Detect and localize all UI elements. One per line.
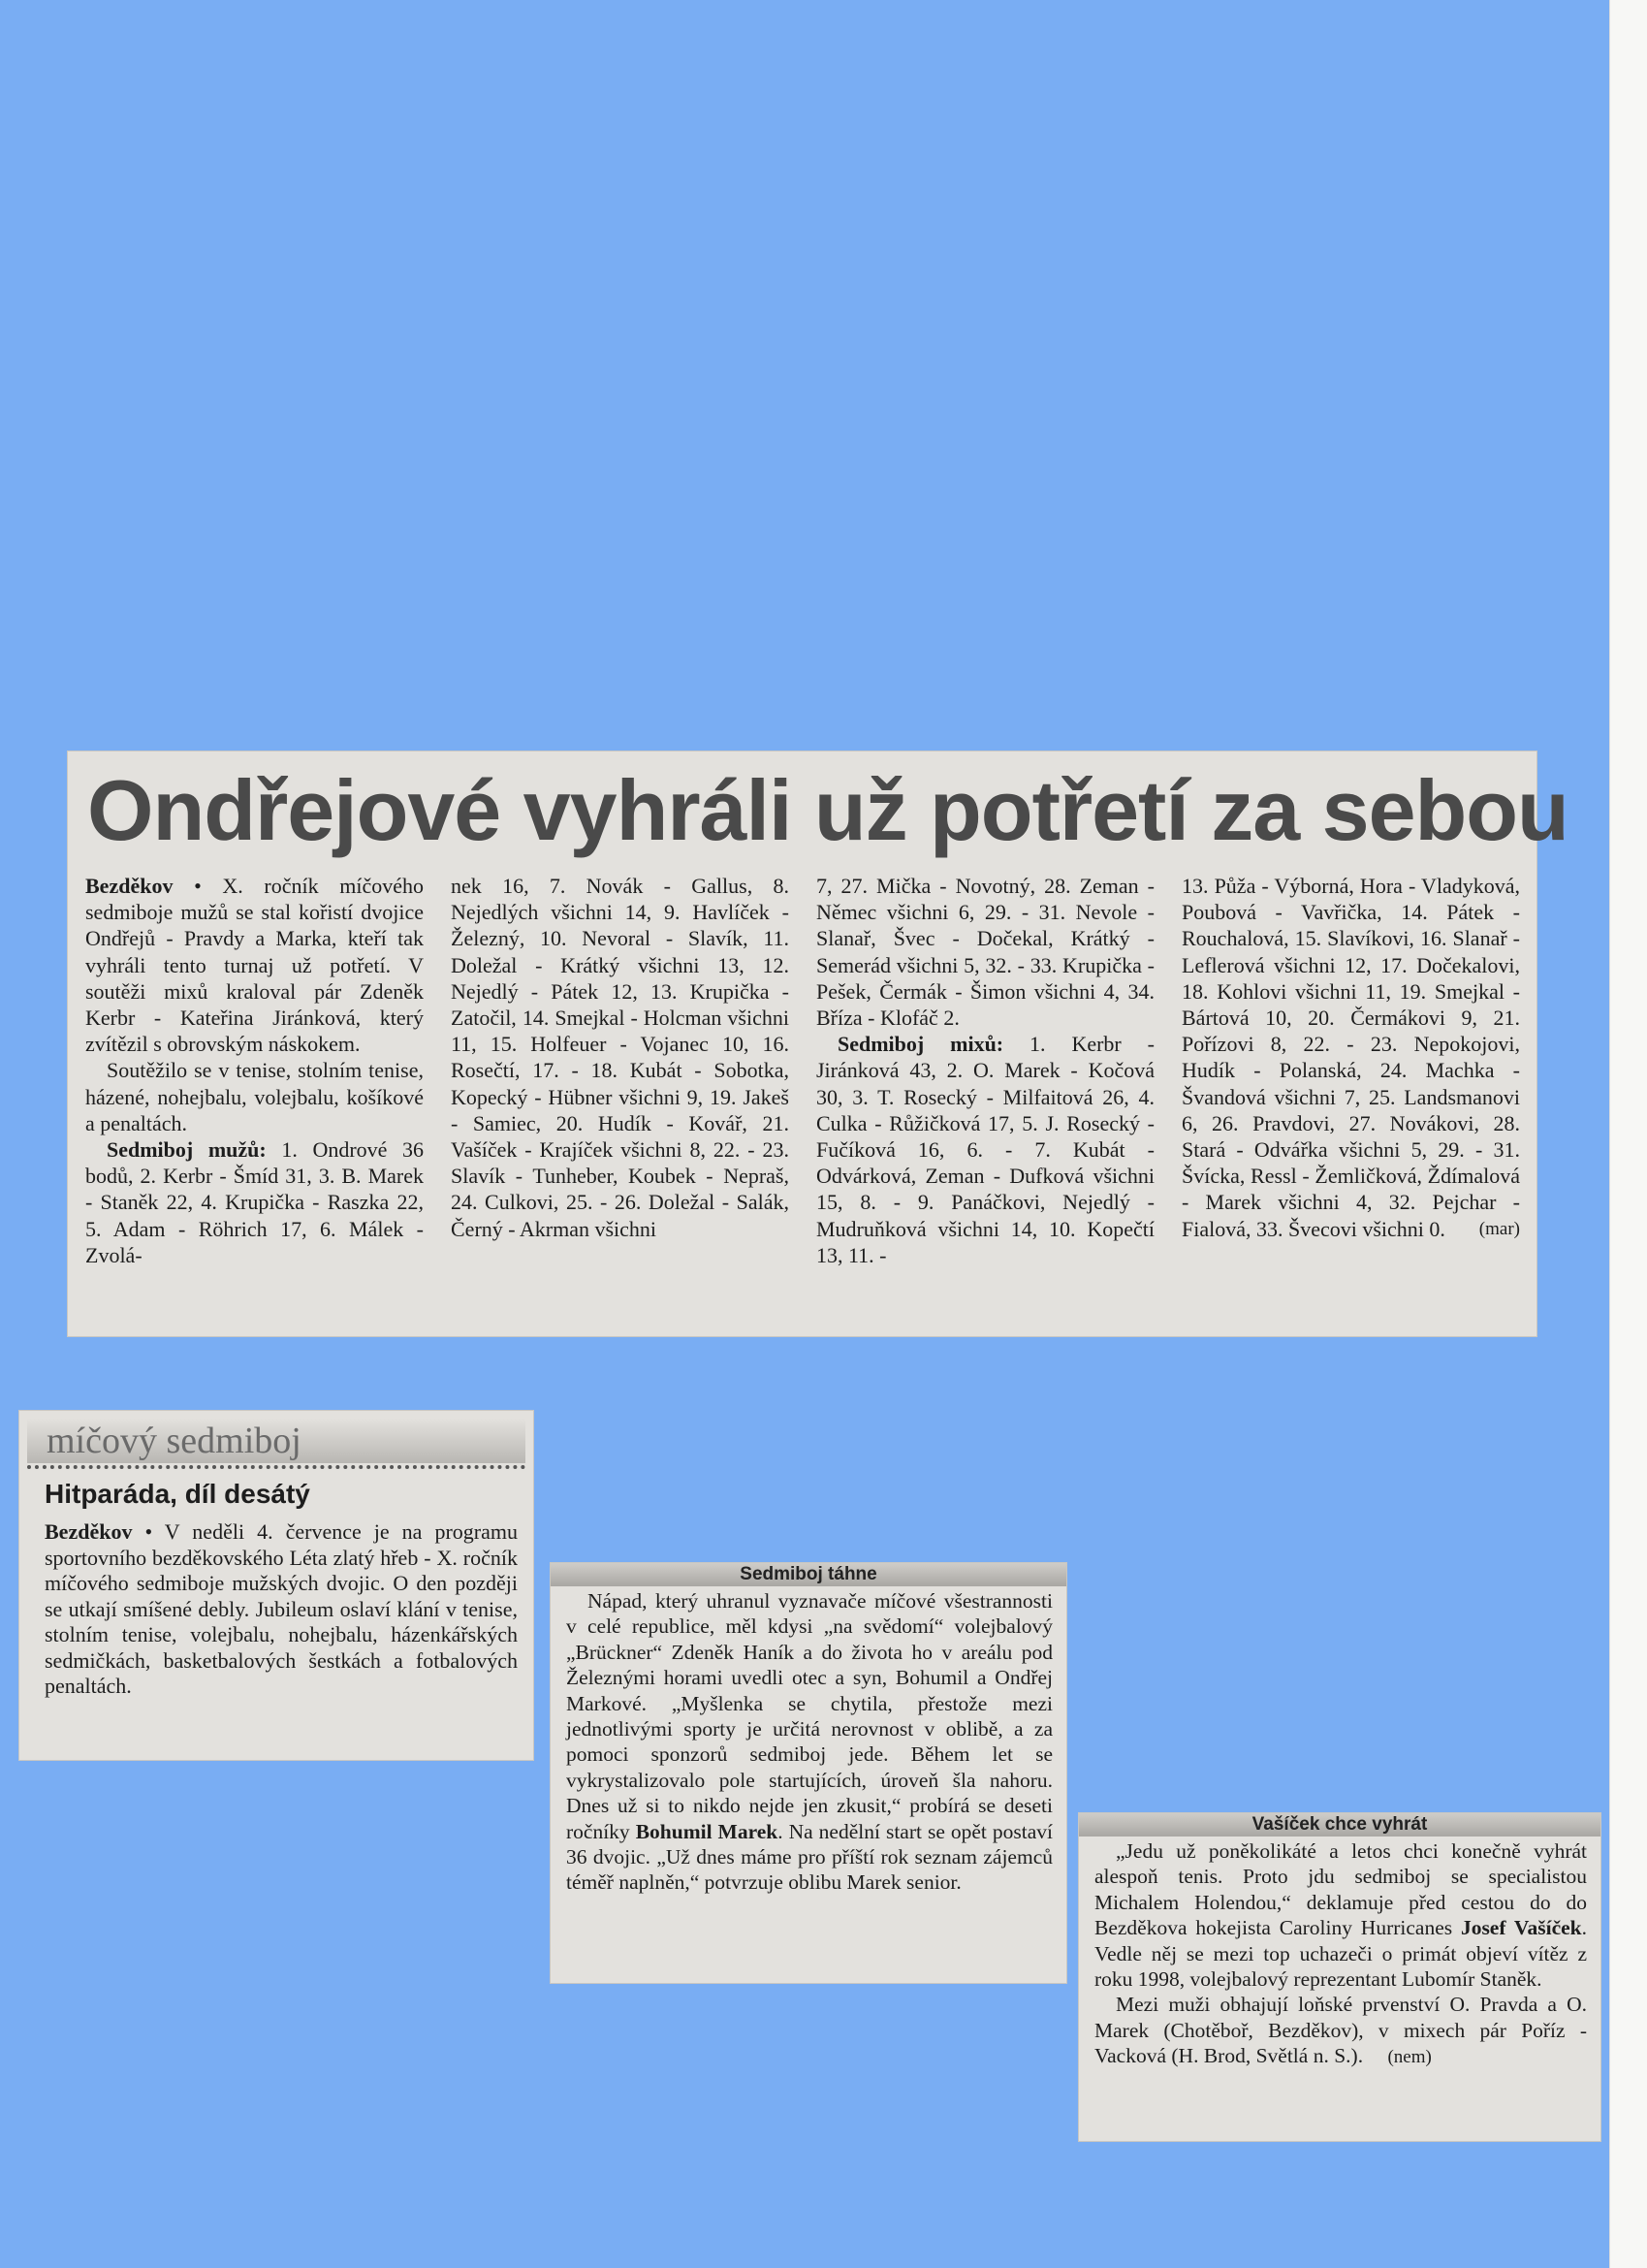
box-title: Vašíček chce vyhrát (1079, 1813, 1600, 1837)
disciplines-paragraph: Soutěžilo se v tenise, stolním tenise, házené, nohejbalu, volejbalu, košíkové a penaltách. (85, 1058, 424, 1135)
section-kicker: míčový sedmiboj (27, 1419, 525, 1463)
box-paragraph-2 (1094, 1992, 1587, 2070)
main-article-clipping (68, 751, 1568, 1336)
mix-results-label: Sedmiboj mixů: (838, 1032, 1004, 1057)
men-results-paragraph (85, 1136, 424, 1268)
men-results-label: Sedmiboj mužů: (107, 1137, 267, 1163)
bold-name: Josef Vašíček (1460, 1916, 1582, 1940)
men-results-end: 7, 27. Mička - Novotný, 28. Zeman - Němec všichni 6, 29. - 31. Nevole - Slanař, Švec - Dočekal, Krátký - Semerád všichni 5, 32. - 33. Krupička - Pešek, Čermák - Šimon všichni 4, 34. Bříza - Klofáč 2. (816, 874, 1155, 1031)
men-results-continued: nek 16, 7. Novák - Gallus, 8. Nejedlých všichni 14, 9. Havlíček - Železný, 10. Nevoral - Slavík, 11. Doležal - Krátký všichni 13, 12. Nejedlý - Pátek 12, 13. Krupička - Zatočil, 14. Smejkal - Holcman všichni 11, 15. Holfeuer - Vojanec 10, 16. Rosečtí, 17. - 18. Kubát - Sobotka, Kopecký - Hübner všichni 9, 19. Jakeš - Samiec, 20. Hudík - Kovář, 21. Vašíček - Krajíček všichni 8, 22. - 23. Slavík - Tunheber, Koubek - Nepraš, 24. Culkovi, 25. - 26. Doležal - Salák, Černý - Akrman všichni (451, 874, 789, 1241)
article-headline: Ondřejové vyhráli už potřetí za sebou (87, 762, 1568, 858)
page-edge (1609, 0, 1647, 2268)
box-text: „Jedu už poněkolikáté a letos chci konečně vyhrát alespoň tenis. Proto jdu sedmiboj se specialistou Michalem Holendou,“ deklamuje před cestou do do Bezděkova hokejista Caroliny Hurricanes (1094, 1839, 1587, 1940)
men-results-text: 1. Ondrové 36 bodů, 2. Kerbr - Šmíd 31, 3. B. Marek - Staněk 22, 4. Krupička - Raszka 22, 5. Adam - Röhrich 17, 6. Málek - Zvolá- (85, 1137, 424, 1267)
box-text-end: . Na nedělní start se opět postaví 36 dvojic. „Už dnes máme pro příští rok seznam zájemců téměř naplněn,“ potvrzuje oblibu Marek senior. (566, 1819, 1054, 1895)
article-column-2 (451, 873, 789, 1328)
box-paragraph-1 (1094, 1838, 1587, 1992)
mix-results-continued (1182, 873, 1520, 1242)
hitparada-body: Bezděkov • V neděli 4. července je na programu sportovního bezděkovského Léta zlatý hřeb - X. ročník míčového sedmiboje mužských dvojic. O den později se utkají smíšené debly. Jubileum oslaví klání v tenise, stolním tenise, volejbalu, nohejbalu, házenkářských sedmičkách, basketbalových šestkách a fotbalových penaltách. (45, 1519, 518, 1698)
sidebar-box-sedmiboj-tahne (551, 1563, 1066, 1983)
mix-results-paragraph (816, 1031, 1155, 1268)
article-subhead: Hitparáda, díl desátý (45, 1479, 310, 1509)
box-text: Nápad, který uhranul vyznavače míčové všestrannosti v celé republice, měl kdysi „na svědomí“ volejbalový „Brückner“ Zdeněk Haník a do života ho v areálu pod Železnými horami uvedli otec a syn, Bohumil a Ondřej Markové. „Myšlenka se chytila, přestože mezi jednotlivými sporty je určitá nerovnost v oblibě, a za pomoci sponzorů sedmiboj jede. Během let se vykrystalizovalo pole startujících, úroveň šla nahoru. Dnes už si to nikdo nejde jen zkusit,“ probírá se deseti ročníky (566, 1589, 1053, 1843)
mix-results-text: 1. Kerbr - Jiránková 43, 2. O. Marek - Kočová 30, 3. T. Rosecký - Milfaitová 26, 4. Culka - Růžičková 17, 5. J. Rosecký - Fučíková 16, 6. - 7. Kubát - Odvárková, Zeman - Dufková všichni 15, 8. - 9. Panáčkovi, Nejedlý - Mudruňková všichni 14, 10. Kopečtí 13, 11. - (816, 1032, 1155, 1267)
box-body (566, 1588, 1053, 1896)
lead-text: X. ročník míčového sedmiboje mužů se stal kořistí dvojice Ondřejů - Pravdy a Marka, kteří tak vyhráli tento turnaj už potřetí. V soutěži mixů kraloval pár Zdeněk Kerbr - Kateřina Jiránková, který zvítězil s obrovským náskokem. (85, 874, 424, 1057)
hitparada-clipping (19, 1411, 533, 1760)
box-paragraph (566, 1588, 1053, 1896)
bold-name: Bohumil Marek (635, 1819, 778, 1843)
box-title: Sedmiboj táhne (551, 1563, 1066, 1586)
box-text-end: . Vedle něj se mezi top uchazeči o primát objeví vítěz z roku 1998, volejbalový reprezentant Lubomír Staněk. (1094, 1916, 1587, 1992)
sidebar-box-vasicek (1079, 1813, 1600, 2141)
lead-paragraph: Bezděkov • X. ročník míčového sedmiboje mužů se stal kořistí dvojice Ondřejů - Pravdy a Marka, kteří tak vyhráli tento turnaj už potřetí. V soutěži mixů kraloval pár Zdeněk Kerbr - Kateřina Jiránková, který zvítězil s obrovským náskokem. (85, 874, 424, 1057)
dateline: Bezděkov (45, 1519, 133, 1544)
dateline: Bezděkov (85, 874, 174, 898)
article-column-3 (816, 873, 1155, 1328)
article-columns (85, 873, 1520, 1328)
dotted-divider (27, 1465, 525, 1473)
author-signature: (mar) (1478, 1218, 1520, 1239)
box-body (1094, 1838, 1587, 2071)
article-column-1 (85, 873, 424, 1328)
box-text-2: Mezi muži obhajují loňské prvenství O. Pravda a O. Marek (Chotěboř, Bezděkov), v mixech pár Poříz - Vacková (H. Brod, Světlá n. S.). (1094, 1993, 1587, 2068)
author-signature: (nem) (1387, 2047, 1432, 2068)
hitparada-text: V neděli 4. července je na programu sportovního bezděkovského Léta zlatý hřeb - X. ročník míčového sedmiboje mužských dvojic. O den později se utkají smíšené debly. Jubileum oslaví klání v tenise, stolním tenise, volejbalu, nohejbalu, házenkářských sedmičkách, basketbalových šestkách a fotbalových penaltách. (45, 1519, 518, 1698)
article-column-4 (1182, 873, 1520, 1328)
mix-results-continued-text: 13. Půža - Výborná, Hora - Vladyková, Poubová - Vavřička, 14. Pátek - Rouchalová, 15. Slavíkovi, 16. Slanař - Leflerová všichni 12, 17. Dočekalovi, 18. Kohlovi všichni 11, 19. Smejkal - Bártová 10, 20. Čermákovi 9, 21. Pořízovi 8, 22. - 23. Nepokojovi, Hudík - Polanská, 24. Machka - Švandová všichni 7, 25. Landsmanovi 6, 26. Pravdovi, 27. Novákovi, 28. Stará - Odvářka všichni 5, 29. - 31. Švícka, Ressl - Žemličková, Ždímalová - Marek všichni 4, 32. Pejchar - Fialová, 33. Švecovi všichni 0. (1182, 874, 1520, 1241)
